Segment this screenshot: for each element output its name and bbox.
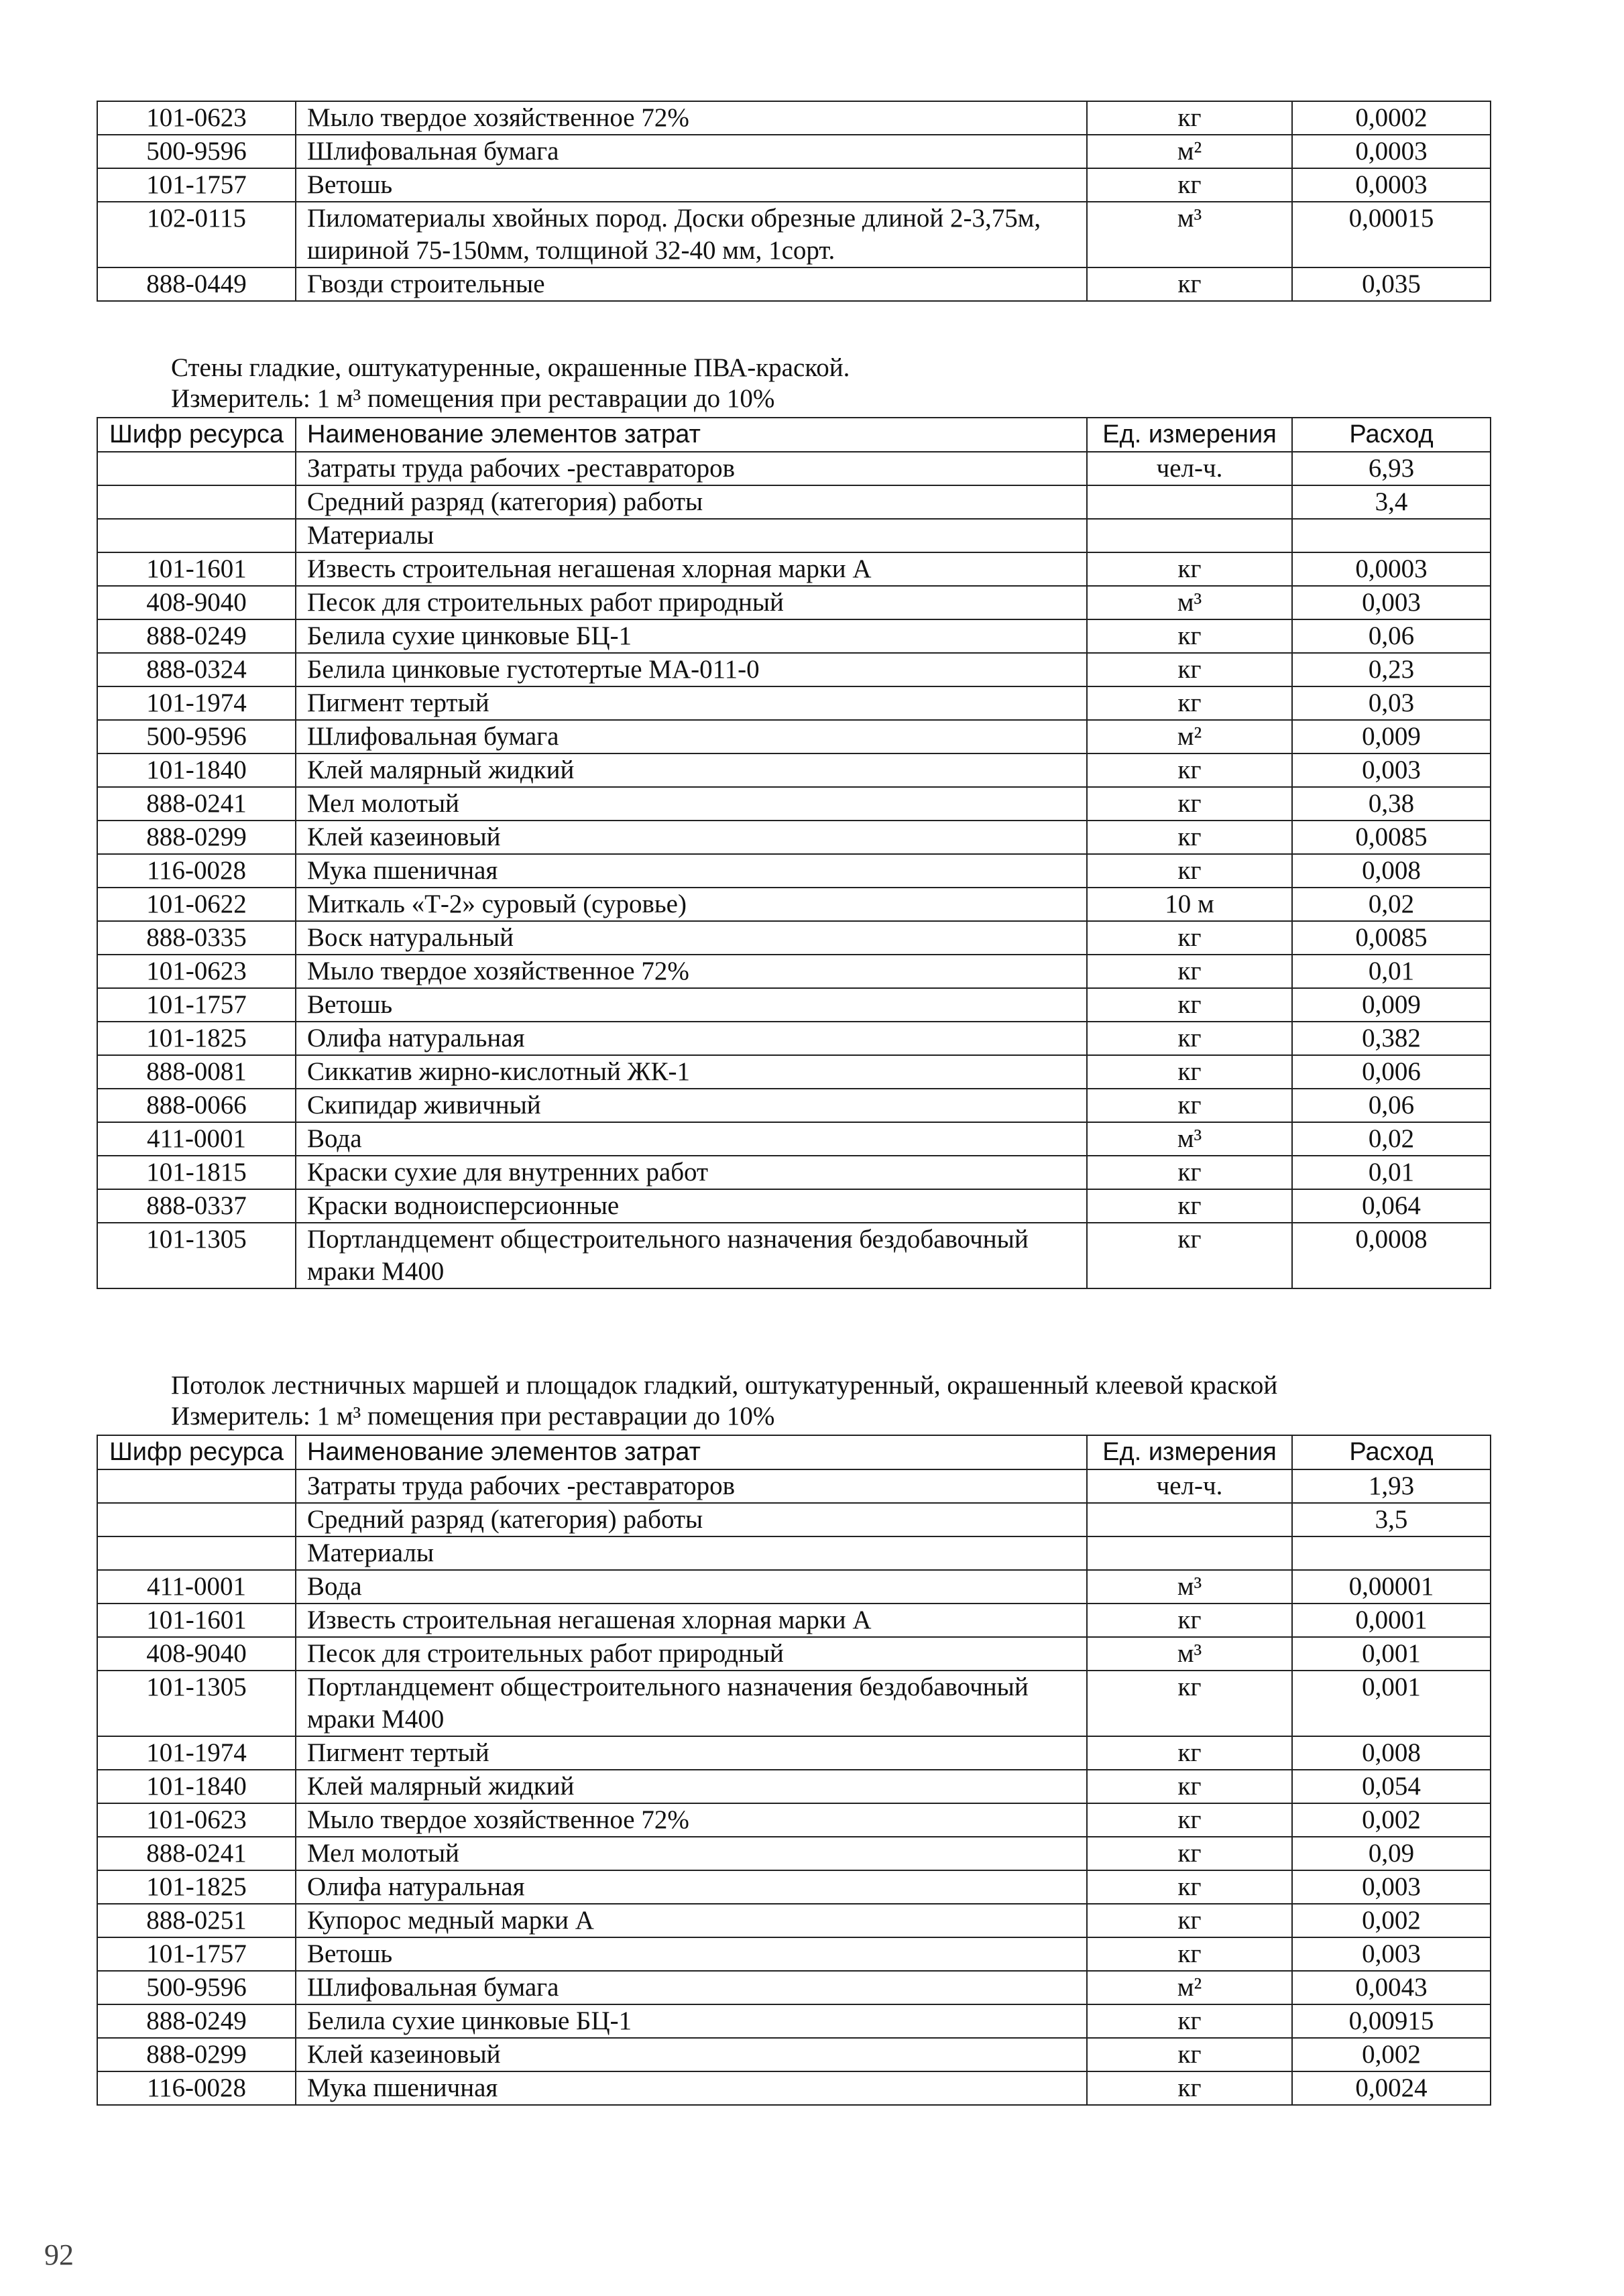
table-row [97, 686, 1491, 720]
table-row [97, 1803, 1491, 1837]
cell-unit: кг [1087, 552, 1292, 586]
section-caption-walls [171, 353, 850, 414]
cell-qty: 0,003 [1292, 753, 1491, 787]
table-row [97, 552, 1491, 586]
table-row [97, 921, 1491, 955]
cell-code: 101-1601 [97, 552, 296, 586]
header-unit: Ед. измерения [1087, 1435, 1292, 1469]
cell-qty: 0,03 [1292, 686, 1491, 720]
cell-code: 408-9040 [97, 1637, 296, 1671]
cell-unit: чел-ч. [1087, 452, 1292, 485]
table-row [97, 653, 1491, 686]
cell-code: 101-1974 [97, 1736, 296, 1770]
cell-name: Ветошь [296, 168, 1087, 202]
table-row [97, 1904, 1491, 1937]
table-row [97, 1189, 1491, 1223]
cell-code: 101-0622 [97, 888, 296, 921]
cell-name: Известь строительная негашеная хлорная марки А [296, 552, 1087, 586]
materials-table-continued [97, 101, 1491, 302]
cell-code: 888-0449 [97, 267, 296, 301]
cell-unit: кг [1087, 1870, 1292, 1904]
cell-unit: кг [1087, 267, 1292, 301]
cell-name: Мука пшеничная [296, 854, 1087, 888]
cell-name: Шлифовальная бумага [296, 135, 1087, 168]
cell-unit [1087, 485, 1292, 519]
cell-qty: 0,0043 [1292, 1971, 1491, 2004]
cell-name: Краски водноисперсионные [296, 1189, 1087, 1223]
table-row [97, 1055, 1491, 1089]
cell-unit: кг [1087, 2071, 1292, 2105]
cell-name: Клей казеиновый [296, 2038, 1087, 2071]
cell-name: Известь строительная негашеная хлорная марки А [296, 1604, 1087, 1637]
cell-qty: 0,01 [1292, 1156, 1491, 1189]
cell-qty: 6,93 [1292, 452, 1491, 485]
table-row [97, 619, 1491, 653]
table-row [97, 1971, 1491, 2004]
table-row [97, 1870, 1491, 1904]
cell-qty: 0,09 [1292, 1837, 1491, 1870]
cell-unit: кг [1087, 955, 1292, 988]
cell-qty: 0,0003 [1292, 168, 1491, 202]
cell-name: Скипидар живичный [296, 1089, 1087, 1122]
cell-code: 500-9596 [97, 1971, 296, 2004]
cell-unit: кг [1087, 1604, 1292, 1637]
cell-unit: м³ [1087, 1122, 1292, 1156]
cell-qty: 0,23 [1292, 653, 1491, 686]
table-row [97, 1122, 1491, 1156]
cell-unit: м² [1087, 135, 1292, 168]
cell-unit: кг [1087, 619, 1292, 653]
cell-unit: кг [1087, 1223, 1292, 1288]
cell-qty: 0,06 [1292, 619, 1491, 653]
table-row [97, 202, 1491, 267]
cell-name: Пигмент тертый [296, 1736, 1087, 1770]
cell-unit: кг [1087, 1022, 1292, 1055]
table-row [97, 787, 1491, 821]
cell-unit: кг [1087, 1937, 1292, 1971]
cell-name: Олифа натуральная [296, 1870, 1087, 1904]
table-row [97, 854, 1491, 888]
page-number: 92 [44, 2238, 74, 2271]
cell-name: Белила сухие цинковые БЦ-1 [296, 2004, 1087, 2038]
table-row [97, 1937, 1491, 1971]
cell-name: Клей казеиновый [296, 821, 1087, 854]
table-row [97, 2004, 1491, 2038]
table-row [97, 135, 1491, 168]
cell-qty: 0,02 [1292, 888, 1491, 921]
cell-qty: 0,002 [1292, 1803, 1491, 1837]
cell-code: 101-1757 [97, 168, 296, 202]
cell-qty: 0,064 [1292, 1189, 1491, 1223]
cell-code: 888-0299 [97, 821, 296, 854]
cell-qty: 0,009 [1292, 720, 1491, 753]
header-name: Наименование элементов затрат [296, 1435, 1087, 1469]
cell-qty: 0,009 [1292, 988, 1491, 1022]
cell-name: Шлифовальная бумага [296, 1971, 1087, 2004]
cell-code: 101-0623 [97, 101, 296, 135]
cell-name: Мел молотый [296, 1837, 1087, 1870]
cell-unit: кг [1087, 988, 1292, 1022]
table-header-row [97, 418, 1491, 452]
cell-qty: 0,002 [1292, 1904, 1491, 1937]
cell-qty: 1,93 [1292, 1469, 1491, 1503]
cell-code: 102-0115 [97, 202, 296, 267]
cell-name: Купорос медный марки А [296, 1904, 1087, 1937]
cell-unit: кг [1087, 1055, 1292, 1089]
cell-unit: м³ [1087, 1637, 1292, 1671]
cell-code: 888-0241 [97, 787, 296, 821]
cell-name: Материалы [296, 519, 1087, 552]
cell-name: Пигмент тертый [296, 686, 1087, 720]
cell-code: 888-0337 [97, 1189, 296, 1223]
cell-qty: 0,06 [1292, 1089, 1491, 1122]
cell-name: Портландцемент общестроительного назначения бездобавочный мраки М400 [296, 1671, 1087, 1736]
table-row [97, 1089, 1491, 1122]
cell-code: 101-1305 [97, 1671, 296, 1736]
table-row [97, 1022, 1491, 1055]
table-row [97, 2038, 1491, 2071]
table-row [97, 168, 1491, 202]
cell-unit: м³ [1087, 202, 1292, 267]
cell-unit [1087, 519, 1292, 552]
cell-qty: 0,0001 [1292, 1604, 1491, 1637]
cell-qty: 0,0024 [1292, 2071, 1491, 2105]
cell-name: Мыло твердое хозяйственное 72% [296, 1803, 1087, 1837]
table-row [97, 1503, 1491, 1536]
table-row [97, 988, 1491, 1022]
cell-qty: 0,002 [1292, 2038, 1491, 2071]
cell-code: 101-1840 [97, 753, 296, 787]
cell-code: 101-1601 [97, 1604, 296, 1637]
cell-name: Затраты труда рабочих -реставраторов [296, 452, 1087, 485]
cell-code [97, 519, 296, 552]
cell-unit: м² [1087, 1971, 1292, 2004]
cell-name: Шлифовальная бумага [296, 720, 1087, 753]
cell-code: 101-1825 [97, 1870, 296, 1904]
section-measure: Измеритель: 1 м³ помещения при реставрации до 10% [171, 1402, 775, 1431]
header-qty: Расход [1292, 418, 1491, 452]
cell-name: Затраты труда рабочих -реставраторов [296, 1469, 1087, 1503]
cell-name: Портландцемент общестроительного назначения бездобавочный мраки М400 [296, 1223, 1087, 1288]
cell-qty: 0,006 [1292, 1055, 1491, 1089]
cell-qty: 0,0008 [1292, 1223, 1491, 1288]
cell-code: 888-0249 [97, 2004, 296, 2038]
cell-name: Гвозди строительные [296, 267, 1087, 301]
cell-unit [1087, 1503, 1292, 1536]
cell-name: Краски сухие для внутренних работ [296, 1156, 1087, 1189]
cell-code: 101-1757 [97, 988, 296, 1022]
header-name: Наименование элементов затрат [296, 418, 1087, 452]
cell-name: Олифа натуральная [296, 1022, 1087, 1055]
cell-name: Белила цинковые густотертые МА-011-0 [296, 653, 1087, 686]
cell-code: 888-0241 [97, 1837, 296, 1870]
cell-unit: кг [1087, 821, 1292, 854]
cell-qty: 0,38 [1292, 787, 1491, 821]
cell-code: 411-0001 [97, 1122, 296, 1156]
cell-qty: 0,001 [1292, 1671, 1491, 1736]
cell-code: 101-1757 [97, 1937, 296, 1971]
cell-name: Средний разряд (категория) работы [296, 1503, 1087, 1536]
header-unit: Ед. измерения [1087, 418, 1292, 452]
table-row [97, 1637, 1491, 1671]
cell-name: Мука пшеничная [296, 2071, 1087, 2105]
cell-code: 888-0081 [97, 1055, 296, 1089]
cell-name: Мел молотый [296, 787, 1087, 821]
cell-name: Белила сухие цинковые БЦ-1 [296, 619, 1087, 653]
cell-code: 408-9040 [97, 586, 296, 619]
cell-qty: 0,0003 [1292, 135, 1491, 168]
cell-qty: 0,02 [1292, 1122, 1491, 1156]
cell-unit: кг [1087, 168, 1292, 202]
cell-name: Пиломатериалы хвойных пород. Доски обрезные длиной 2-3,75м, шириной 75-150мм, толщиной 32-40 мм, 1сорт. [296, 202, 1087, 267]
cell-name: Миткаль «Т-2» суровый (суровье) [296, 888, 1087, 921]
section-title: Стены гладкие, оштукатуренные, окрашенные ПВА-краской. [171, 353, 850, 382]
cell-unit: м³ [1087, 1570, 1292, 1604]
cell-qty: 0,00001 [1292, 1570, 1491, 1604]
cell-code: 888-0299 [97, 2038, 296, 2071]
cell-code: 888-0251 [97, 1904, 296, 1937]
cell-code: 116-0028 [97, 854, 296, 888]
cell-name: Средний разряд (категория) работы [296, 485, 1087, 519]
cell-unit: кг [1087, 921, 1292, 955]
cell-name: Вода [296, 1122, 1087, 1156]
cell-code: 101-1305 [97, 1223, 296, 1288]
table-row [97, 1223, 1491, 1288]
cell-unit: кг [1087, 1089, 1292, 1122]
cell-code: 101-1815 [97, 1156, 296, 1189]
section-caption-ceiling [171, 1370, 1277, 1432]
table-row [97, 1770, 1491, 1803]
cell-code [97, 1536, 296, 1570]
cell-code [97, 1503, 296, 1536]
cell-code: 888-0335 [97, 921, 296, 955]
table-row [97, 888, 1491, 921]
cell-unit: кг [1087, 1736, 1292, 1770]
cell-qty: 0,0085 [1292, 921, 1491, 955]
cell-unit: кг [1087, 753, 1292, 787]
table-row [97, 1156, 1491, 1189]
cell-name: Материалы [296, 1536, 1087, 1570]
cell-unit: кг [1087, 686, 1292, 720]
cell-code: 101-1825 [97, 1022, 296, 1055]
cell-qty: 0,382 [1292, 1022, 1491, 1055]
table-row [97, 1570, 1491, 1604]
cell-qty: 0,008 [1292, 1736, 1491, 1770]
cell-code: 500-9596 [97, 135, 296, 168]
cell-code: 500-9596 [97, 720, 296, 753]
cell-code: 888-0249 [97, 619, 296, 653]
header-qty: Расход [1292, 1435, 1491, 1469]
cell-qty: 0,035 [1292, 267, 1491, 301]
table-row [97, 2071, 1491, 2105]
table-row [97, 452, 1491, 485]
table-row [97, 586, 1491, 619]
cell-code: 116-0028 [97, 2071, 296, 2105]
cell-qty: 0,00015 [1292, 202, 1491, 267]
cell-qty: 0,01 [1292, 955, 1491, 988]
cell-code: 411-0001 [97, 1570, 296, 1604]
cell-unit: кг [1087, 1803, 1292, 1837]
cell-qty: 0,0003 [1292, 552, 1491, 586]
cell-name: Песок для строительных работ природный [296, 586, 1087, 619]
table-row [97, 267, 1491, 301]
table-row [97, 1469, 1491, 1503]
cell-name: Сиккатив жирно-кислотный ЖК-1 [296, 1055, 1087, 1089]
cell-qty: 0,0085 [1292, 821, 1491, 854]
cell-unit: кг [1087, 1189, 1292, 1223]
cell-code [97, 1469, 296, 1503]
cell-code: 101-0623 [97, 955, 296, 988]
cell-unit: кг [1087, 101, 1292, 135]
cell-name: Клей малярный жидкий [296, 753, 1087, 787]
materials-table-walls [97, 417, 1491, 1289]
cell-name: Песок для строительных работ природный [296, 1637, 1087, 1671]
cell-unit: м³ [1087, 586, 1292, 619]
cell-name: Клей малярный жидкий [296, 1770, 1087, 1803]
cell-qty: 0,054 [1292, 1770, 1491, 1803]
cell-qty [1292, 519, 1491, 552]
cell-code [97, 485, 296, 519]
cell-qty: 0,0002 [1292, 101, 1491, 135]
cell-unit: кг [1087, 2038, 1292, 2071]
cell-unit: кг [1087, 1837, 1292, 1870]
cell-qty: 0,003 [1292, 586, 1491, 619]
cell-name: Вода [296, 1570, 1087, 1604]
table-row [97, 1837, 1491, 1870]
table-header-row [97, 1435, 1491, 1469]
table-row [97, 485, 1491, 519]
table-row [97, 1536, 1491, 1570]
cell-unit: кг [1087, 2004, 1292, 2038]
cell-unit: м² [1087, 720, 1292, 753]
table-row [97, 1671, 1491, 1736]
cell-unit [1087, 1536, 1292, 1570]
table-row [97, 753, 1491, 787]
cell-name: Ветошь [296, 1937, 1087, 1971]
table-row [97, 955, 1491, 988]
table-row [97, 1604, 1491, 1637]
table-row [97, 720, 1491, 753]
materials-table-ceiling [97, 1435, 1491, 2106]
table-row [97, 821, 1491, 854]
header-code: Шифр ресурса [97, 1435, 296, 1469]
cell-name: Ветошь [296, 988, 1087, 1022]
cell-code: 101-0623 [97, 1803, 296, 1837]
cell-code: 101-1974 [97, 686, 296, 720]
cell-qty: 0,001 [1292, 1637, 1491, 1671]
cell-qty: 3,5 [1292, 1503, 1491, 1536]
cell-unit: кг [1087, 787, 1292, 821]
section-measure: Измеритель: 1 м³ помещения при реставрации до 10% [171, 384, 775, 413]
cell-unit: кг [1087, 1904, 1292, 1937]
cell-unit: чел-ч. [1087, 1469, 1292, 1503]
cell-name: Мыло твердое хозяйственное 72% [296, 955, 1087, 988]
cell-unit: кг [1087, 854, 1292, 888]
cell-name: Воск натуральный [296, 921, 1087, 955]
cell-code [97, 452, 296, 485]
section-title: Потолок лестничных маршей и площадок гладкий, оштукатуренный, окрашенный клеевой краской [171, 1371, 1278, 1400]
cell-qty: 3,4 [1292, 485, 1491, 519]
cell-unit: кг [1087, 653, 1292, 686]
cell-code: 888-0066 [97, 1089, 296, 1122]
cell-qty: 0,003 [1292, 1937, 1491, 1971]
cell-qty [1292, 1536, 1491, 1570]
cell-qty: 0,003 [1292, 1870, 1491, 1904]
cell-name: Мыло твердое хозяйственное 72% [296, 101, 1087, 135]
table-row [97, 519, 1491, 552]
cell-code: 101-1840 [97, 1770, 296, 1803]
header-code: Шифр ресурса [97, 418, 296, 452]
table-row [97, 101, 1491, 135]
cell-unit: кг [1087, 1671, 1292, 1736]
cell-code: 888-0324 [97, 653, 296, 686]
cell-unit: кг [1087, 1770, 1292, 1803]
table-row [97, 1736, 1491, 1770]
cell-qty: 0,008 [1292, 854, 1491, 888]
cell-unit: 10 м [1087, 888, 1292, 921]
cell-unit: кг [1087, 1156, 1292, 1189]
cell-qty: 0,00915 [1292, 2004, 1491, 2038]
